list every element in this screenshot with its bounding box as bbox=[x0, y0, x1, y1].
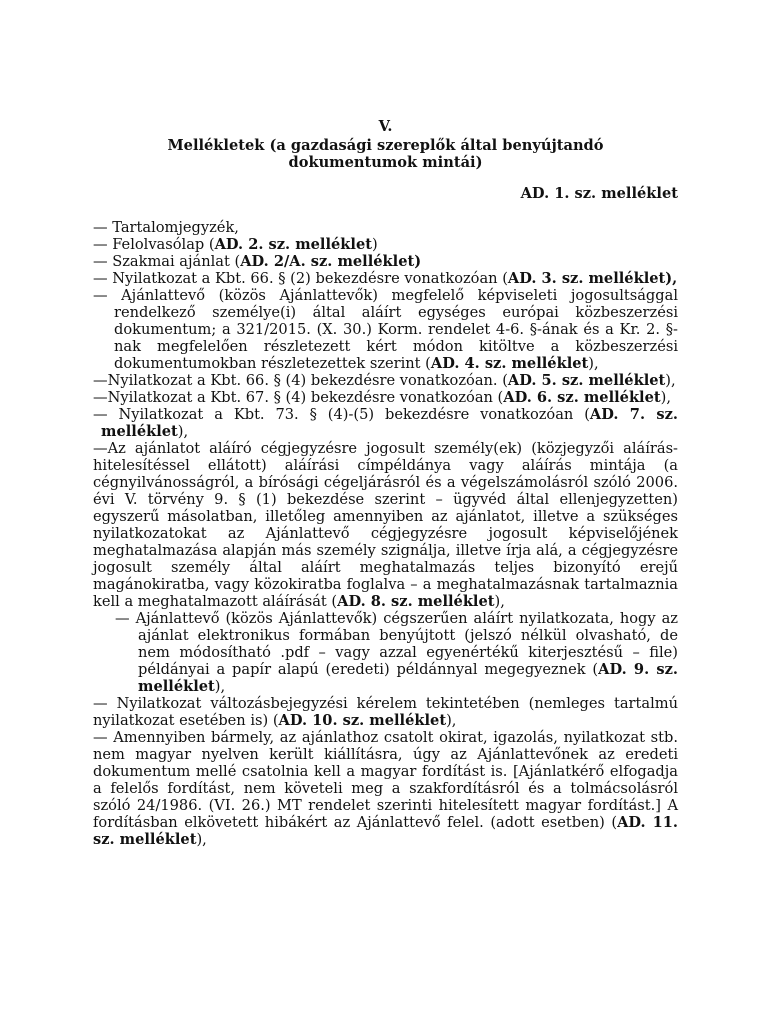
list-item: — Tartalomjegyzék, bbox=[93, 219, 239, 236]
list-item: —Az ajánlatot aláíró cégjegyzésre jogosult személy(ek) (közjegyzői aláírás-hitelesítéssel ellátott) aláírási címpéldánya vagy aláírás mintája (a cégnyilvánosságról, a bírósági cégeljárásról és a végelszámolásról szóló 2006. évi V. törvény 9. § (1) bekezdése szerint – ügyvéd által ellenjegyzetten) egyszerű másolatban, illetőleg amennyiben az ajánlatot, illetve a szükséges nyilatkozatokat az Ajánlattevő cégjegyzésre jogosult képviselőjének meghatalmazása alapján más személy szignálja, illetve írja alá, a cégjegyzésre jogosult személy által aláírt meghatalmazás teljes bizonyító erejű magánokiratba, vagy közokiratba foglalva – a meghatalmazásnak tartalmaznia kell a meghatalmazott aláírását (AD. 8. sz. melléklet), bbox=[93, 440, 678, 610]
list-item: — Nyilatkozat a Kbt. 73. § (4)-(5) bekezdésre vonatkozóan (AD. 7. sz. melléklet), bbox=[93, 406, 678, 440]
section-number: V. bbox=[378, 118, 393, 135]
section-title: Mellékletek (a gazdasági szereplők által benyújtandó dokumentumok mintái) bbox=[167, 137, 604, 171]
list-item: —Nyilatkozat a Kbt. 66. § (4) bekezdésre vonatkozóan. (AD. 5. sz. melléklet), bbox=[93, 372, 676, 389]
annex-label: AD. 1. sz. melléklet bbox=[520, 185, 678, 202]
list-item: — Nyilatkozat változásbejegyzési kérelem tekintetében (nemleges tartalmú nyilatkozat esetében is) (AD. 10. sz. melléklet), bbox=[93, 695, 678, 729]
list-item: — Felolvasólap (AD. 2. sz. melléklet) bbox=[93, 236, 378, 253]
annex-list bbox=[93, 219, 678, 848]
list-item: — Ajánlattevő (közös Ajánlattevők) cégszerűen aláírt nyilatkozata, hogy az ajánlat elektronikus formában benyújtott (jelszó nélkül olvasható, de nem módosítható .pdf – vagy azzal egyenértékű kiterjesztésű – file) példányai a papír alapú (eredeti) példánnyal megegyeznek (AD. 9. sz. melléklet), bbox=[115, 610, 678, 695]
document-page bbox=[93, 118, 678, 848]
list-item: — Ajánlattevő (közös Ajánlattevők) megfelelő képviseleti jogosultsággal rendelkező személye(i) által aláírt egységes európai közbeszerzési dokumentum; a 321/2015. (X. 30.) Korm. rendelet 4-6. §-ának és a Kr. 2. §-nak megfelelően részletezett kért módon kitöltve a közbeszerzési dokumentumokban részletezettek szerint (AD. 4. sz. melléklet), bbox=[93, 287, 678, 372]
list-item: — Nyilatkozat a Kbt. 66. § (2) bekezdésre vonatkozóan (AD. 3. sz. melléklet), bbox=[93, 270, 678, 287]
list-item: — Amennyiben bármely, az ajánlathoz csatolt okirat, igazolás, nyilatkozat stb. nem magyar nyelven került kiállításra, úgy az Ajánlattevőnek az eredeti dokumentum mellé csatolnia kell a magyar fordítást is. [Ajánlatkérő elfogadja a felelős fordítást, nem követeli meg a szakfordításról és a tolmácsolásról szóló 24/1986. (VI. 26.) MT rendelet szerinti hitelesített magyar fordítást.] A fordításban elkövetett hibákért az Ajánlattevő felel. (adott esetben) (AD. 11. sz. melléklet), bbox=[93, 729, 678, 848]
list-item: — Szakmai ajánlat (AD. 2/A. sz. melléklet) bbox=[93, 253, 422, 270]
list-item: —Nyilatkozat a Kbt. 67. § (4) bekezdésre vonatkozóan (AD. 6. sz. melléklet), bbox=[93, 389, 671, 406]
